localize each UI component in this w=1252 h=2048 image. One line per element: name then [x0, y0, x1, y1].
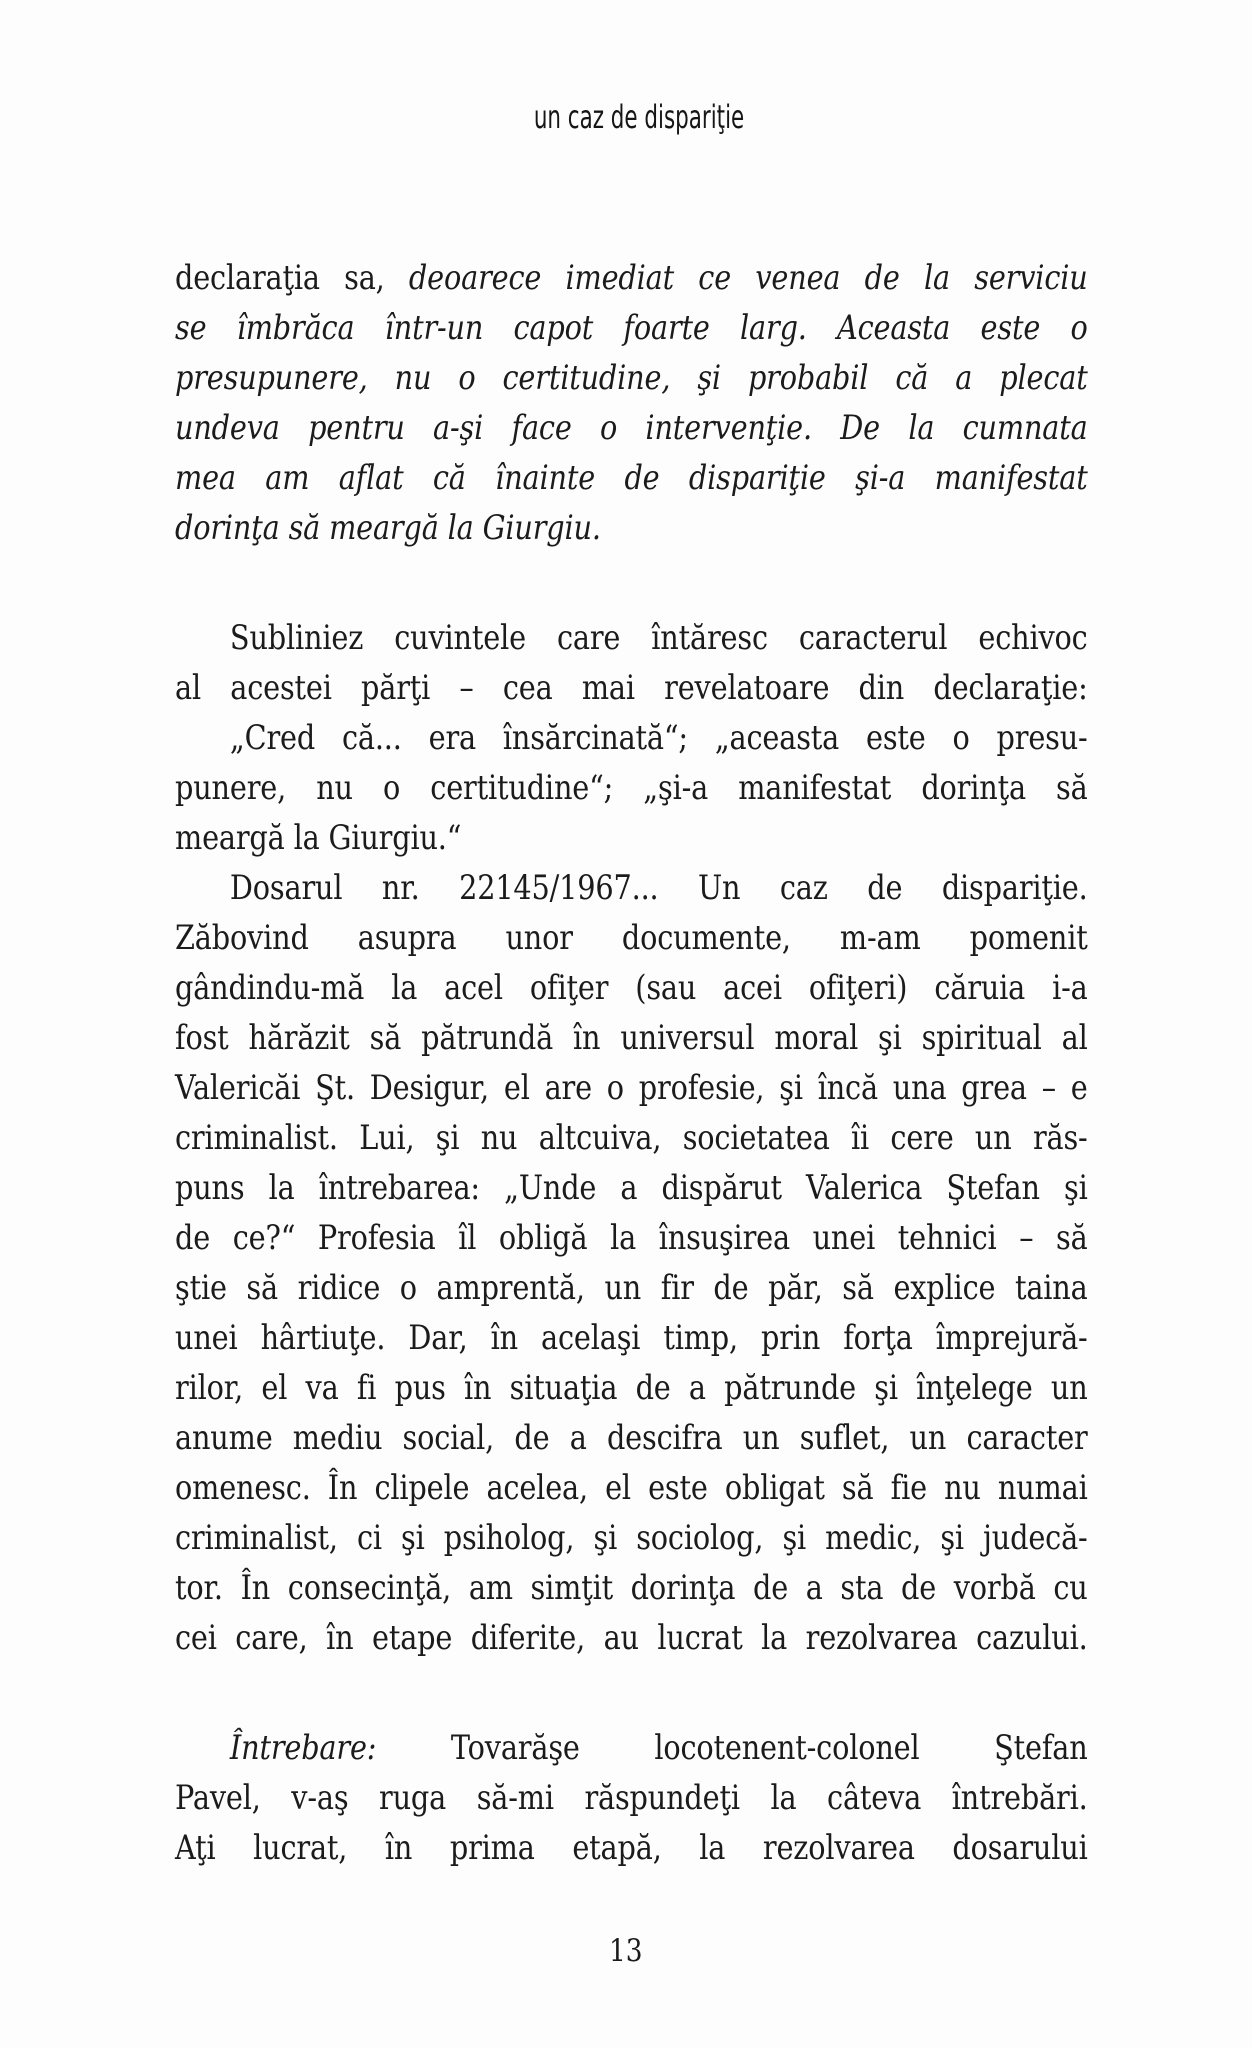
regular-text: unei hârtiuţe. Dar, în acelaşi timp, prin forţa împrejură-: [175, 1318, 1088, 1358]
text-line: [175, 1413, 1088, 1463]
regular-text: Aţi lucrat, în prima etapă, la rezolvarea dosarului: [175, 1828, 1088, 1868]
regular-text: punere, nu o certitudine“; „şi-a manifestat dorinţa să: [175, 768, 1088, 808]
text-line: [175, 403, 1088, 453]
regular-text: Valericăi Şt. Desigur, el are o profesie, şi încă una grea – e: [175, 1068, 1088, 1108]
regular-text: criminalist. Lui, şi nu altcuiva, societatea îi cere un răs-: [175, 1118, 1088, 1158]
text-line: [175, 1513, 1088, 1563]
regular-text: criminalist, ci şi psiholog, şi sociolog, şi medic, şi judecă-: [175, 1518, 1088, 1558]
page-number-value: 13: [609, 1933, 643, 1969]
text-line: [175, 1363, 1088, 1413]
paragraph: [175, 613, 1088, 713]
paragraph-gap: [175, 1663, 1088, 1723]
text-line: [175, 863, 1088, 913]
regular-text: Zăbovind asupra unor documente, m-am pomenit: [175, 918, 1088, 958]
italic-text: dorinţa să meargă la Giurgiu.: [175, 508, 601, 548]
regular-text: rilor, el va fi pus în situaţia de a pătrunde şi înţelege un: [175, 1368, 1088, 1408]
running-header-title: un caz de dispariţie: [533, 98, 745, 136]
text-line: [175, 353, 1088, 403]
regular-text: Dosarul nr. 22145/1967... Un caz de dispariţie.: [229, 868, 1088, 908]
italic-text: mea am aflat că înainte de dispariţie şi-a manifestat: [175, 458, 1088, 498]
text-line: [175, 1113, 1088, 1163]
page-number: [0, 1933, 1252, 1969]
running-header: [0, 98, 1252, 136]
text-line: [175, 963, 1088, 1013]
regular-text: Subliniez cuvintele care întăresc caracterul echivoc: [229, 618, 1088, 658]
text-line: [175, 1263, 1088, 1313]
regular-text: ştie să ridice o amprentă, un fir de păr, să explice taina: [175, 1268, 1088, 1308]
text-line: [175, 663, 1088, 713]
text-line: [175, 1613, 1088, 1663]
italic-text: undeva pentru a-şi face o intervenţie. De la cumnata: [175, 408, 1088, 448]
text-line: [175, 453, 1088, 503]
regular-text: omenesc. În clipele acelea, el este obligat să fie nu numai: [175, 1468, 1088, 1508]
text-line: [175, 1823, 1088, 1873]
regular-text: Pavel, v-aş ruga să-mi răspundeţi la câteva întrebări.: [175, 1778, 1088, 1818]
regular-text: de ce?“ Profesia îl obligă la însuşirea unei tehnici – să: [175, 1218, 1088, 1258]
text-line: [175, 763, 1088, 813]
paragraph: [175, 253, 1088, 553]
regular-text: „Cred că... era însărcinată“; „aceasta este o presu-: [229, 718, 1088, 758]
regular-text: meargă la Giurgiu.“: [175, 818, 462, 858]
text-line: [175, 713, 1088, 763]
text-line: [175, 913, 1088, 963]
regular-text: declaraţia sa,: [175, 258, 409, 298]
italic-text: presupunere, nu o certitudine, şi probabil că a plecat: [175, 358, 1088, 398]
regular-text: anume mediu social, de a descifra un suflet, un caracter: [175, 1418, 1088, 1458]
text-line: [175, 1773, 1088, 1823]
text-line: [175, 303, 1088, 353]
text-line: [175, 503, 1088, 553]
regular-text: al acestei părţi – cea mai revelatoare din declaraţie:: [175, 668, 1088, 708]
paragraph: [175, 863, 1088, 1663]
text-line: [175, 1463, 1088, 1513]
paragraph: [175, 1723, 1088, 1873]
text-line: [175, 1723, 1088, 1773]
regular-text: gândindu-mă la acel ofiţer (sau acei ofiţeri) căruia i-a: [175, 968, 1088, 1008]
regular-text: Tovarăşe locotenent-colonel Ştefan: [450, 1728, 1088, 1768]
paragraph: [175, 713, 1088, 863]
text-line: [175, 1013, 1088, 1063]
italic-text: Întrebare:: [229, 1728, 451, 1768]
regular-text: tor. În consecinţă, am simţit dorinţa de a sta de vorbă cu: [175, 1568, 1088, 1608]
paragraph-gap: [175, 553, 1088, 613]
text-line: [175, 613, 1088, 663]
body-text: [175, 253, 1088, 1873]
regular-text: puns la întrebarea: „Unde a dispărut Valerica Ştefan şi: [175, 1168, 1088, 1208]
text-line: [175, 253, 1088, 303]
text-line: [175, 1313, 1088, 1363]
text-line: [175, 1213, 1088, 1263]
italic-text: deoarece imediat ce venea de la serviciu: [408, 258, 1088, 298]
text-line: [175, 1563, 1088, 1613]
italic-text: se îmbrăca într-un capot foarte larg. Aceasta este o: [175, 308, 1088, 348]
regular-text: cei care, în etape diferite, au lucrat la rezolvarea cazului.: [175, 1618, 1088, 1658]
text-line: [175, 813, 1088, 863]
regular-text: fost hărăzit să pătrundă în universul moral şi spiritual al: [175, 1018, 1088, 1058]
text-line: [175, 1163, 1088, 1213]
text-line: [175, 1063, 1088, 1113]
